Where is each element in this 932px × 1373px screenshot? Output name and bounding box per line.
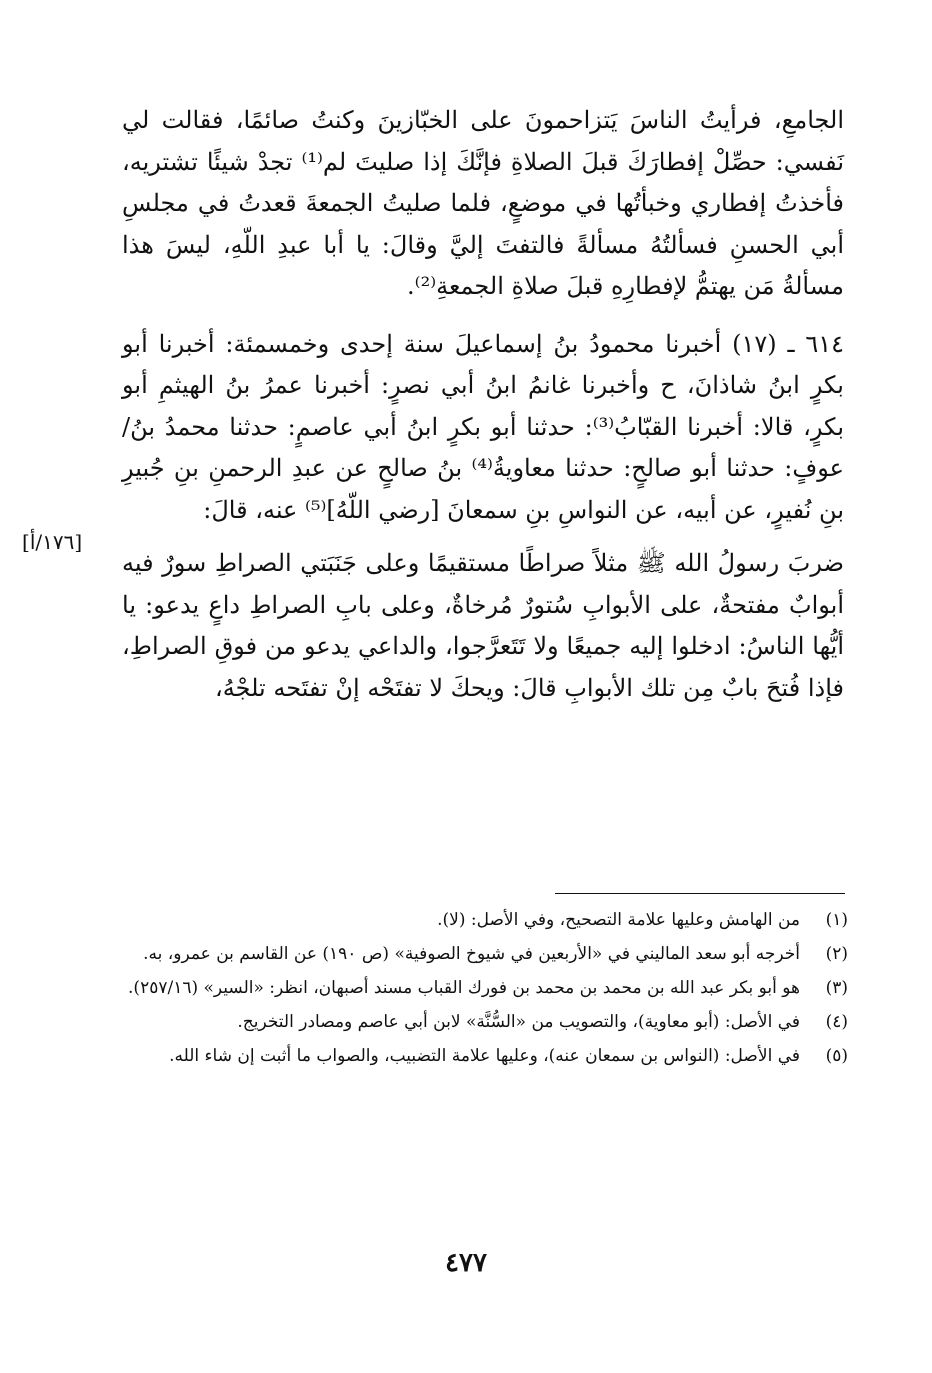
hadith-matn-paragraph: ضربَ رسولُ الله ﷺ مثلاً صراطًا مستقيمًا وعلى جَنَبَتي الصراطِ سورٌ فيه أبوابٌ مفتحةٌ، على الأبوابِ سُتورٌ مُرخاةٌ، وعلى بابِ الصراطِ داعٍ يدعو: يا أيُّها الناسُ: ادخلوا إليه جميعًا ولا تَتَعرَّجوا، والداعي يدعو من فوقِ الصراطِ، فإذا فُتحَ بابٌ مِن تلك الأبوابِ قالَ: ويحكَ لا تفتَحْه إنْ تفتَحه تلجْهُ، [122,549,845,702]
footnote-text: من الهامش وعليها علامة التصحيح، وفي الأصل: (لا). [437,910,800,930]
footnotes [122,906,848,1076]
footnote-text: في الأصل: (النواس بن سمعان عنه)، وعليها علامة التضبيب، والصواب ما أثبت إن شاء الله. [169,1046,800,1066]
footnote-text: هو أبو بكر عبد الله بن محمد بن محمد بن فورك القباب مسند أصبهان، انظر: «السير» (٢٥٧/١٦). [128,978,800,998]
footnote-divider [555,893,845,894]
footnote-item [122,1008,848,1036]
footnote-item [122,940,848,968]
paragraph-continuation: الجامعِ، فرأيتُ الناسَ يَتزاحمونَ على الخبّازينَ وكنتُ صائمًا، فقالت لي نَفسي: حصِّلْ إفطارَكَ قبلَ الصلاةِ فإنَّكَ إذا صليتَ لم⁽¹⁾ تجدْ شيئًا تشتريه، فأخذتُ إفطاري وخبأتُها في موضعٍ، فلما صليتُ الجمعةَ قعدتُ في مجلسِ أبي الحسنِ فسألتُهُ مسألةً فالتفتَ إليَّ وقالَ: يا أبا عبدِ اللّهِ، ليسَ هذا مسألةُ مَن يهتمُّ لإفطارِهِ قبلَ صلاةِ الجمعةِ⁽²⁾. [122,106,845,300]
footnote-number: (٢) [825,944,848,964]
main-text [122,100,844,709]
page-number: ٤٧٧ [445,1248,487,1278]
footnote-number: (٤) [825,1012,848,1032]
footnote-item [122,974,848,1002]
footnote-number: (١) [825,910,848,930]
hadith-isnad-paragraph: ٦١٤ ـ (١٧) أخبرنا محمودُ بنُ إسماعيلَ سنة إحدى وخمسمئة: أخبرنا أبو بكرٍ ابنُ شاذانَ، ح وأخبرنا غانمُ ابنُ أبي نصرٍ: أخبرنا عمرُ بنُ الهيثمِ أبو بكرٍ، قالا: أخبرنا القبّابُ⁽³⁾: حدثنا أبو بكرٍ ابنُ أبي عاصمٍ: حدثنا محمدُ بنُ/ عوفٍ: حدثنا أبو صالحٍ: حدثنا معاويةُ⁽⁴⁾ بنُ صالحٍ عن عبدِ الرحمنِ بنِ جُبيرِ بنِ نُفيرٍ، عن أبيه، عن النواسِ بنِ سمعانَ [رضي اللّهُ]⁽⁵⁾ عنه، قالَ: [122,329,845,524]
footnote-text: أخرجه أبو سعد الماليني في «الأربعين في شيوخ الصوفية» (ص ١٩٠) عن القاسم بن عمرو، به. [143,944,800,964]
footnote-number: (٥) [825,1046,848,1066]
footnote-text: في الأصل: (أبو معاوية)، والتصويب من «السُّنَّة» لابن أبي عاصم ومصادر التخريج. [237,1012,800,1032]
footnote-item [122,1042,848,1070]
footnote-item [122,906,848,934]
manuscript-folio-marker: [١٧٦/أ] [22,530,83,554]
footnote-number: (٣) [825,978,848,998]
